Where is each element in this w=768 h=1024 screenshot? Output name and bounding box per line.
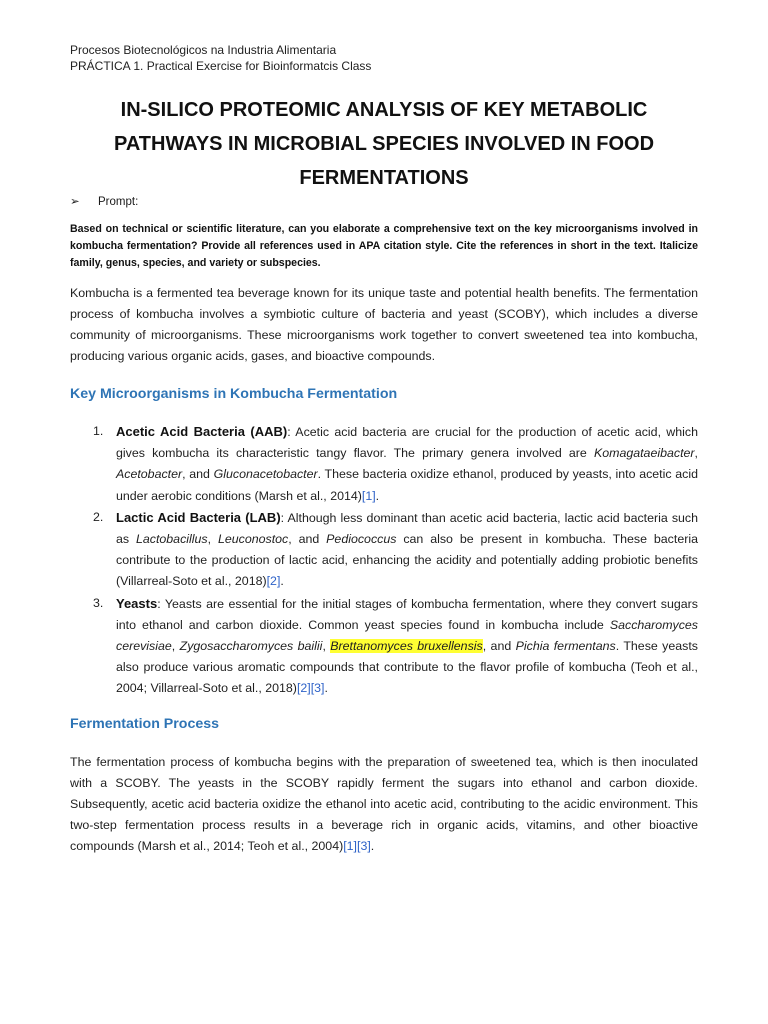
list-text: . <box>324 681 328 696</box>
list-item-lab <box>70 507 698 593</box>
prompt-label: Prompt: <box>98 196 139 208</box>
list-text: : Yeasts are essential for the initial stages of kombucha fermentation, where they convert sugars into ethanol and carbon dioxide. Common yeast species found in kombucha include <box>116 596 698 632</box>
species-name: Saccharomyces cerevisiae <box>116 617 698 654</box>
course-header: Procesos Biotecnológicos na Industria Alimentaria <box>70 43 337 57</box>
section-heading-fermentation-process: Fermentation Process <box>70 716 220 732</box>
list-text: . These bacteria oxidize ethanol, produced by yeasts, into acetic acid under aerobic conditions (Marsh et al., 2014) <box>116 467 698 503</box>
reference-link[interactable]: [2] <box>266 574 281 589</box>
genus-name: Lactobacillus <box>135 532 208 547</box>
list-text: , and <box>288 532 327 547</box>
list-text: . These yeasts also produce various aromatic compounds that contribute to the flavor profile of kombucha (Teoh et al., 2004; Villarreal-Soto et al., 2018) <box>116 639 698 696</box>
genus-name: Pediococcus <box>326 532 397 547</box>
list-text: , and <box>182 467 214 482</box>
reference-link[interactable]: [3] <box>357 839 371 853</box>
title-line-1: IN-SILICO PROTEOMIC ANALYSIS OF KEY METABOLIC <box>120 99 648 121</box>
species-name: Pichia fermentans <box>515 639 616 654</box>
species-name: Zygosaccharomyces bailii <box>179 639 323 654</box>
practice-header: PRÁCTICA 1. Practical Exercise for Bioinformatcis Class <box>70 59 372 73</box>
document-title <box>70 93 698 195</box>
reference-link[interactable]: [2] <box>296 681 311 696</box>
prompt-label-row <box>70 195 138 209</box>
list-item-aab <box>70 421 698 507</box>
arrow-bullet-icon: ➢ <box>70 196 80 208</box>
section-heading-key-microorganisms: Key Microorganisms in Kombucha Fermentation <box>70 386 398 402</box>
highlighted-species-name: Brettanomyces bruxellensis <box>330 639 483 654</box>
list-item-yeasts <box>70 593 698 700</box>
list-term: Yeasts <box>116 595 158 611</box>
list-number: 3. <box>93 595 104 610</box>
intro-paragraph: Kombucha is a fermented tea beverage known for its unique taste and potential health benefits. The fermentation process of kombucha involves a symbiotic culture of bacteria and yeast (SCOBY), which includes a diverse community of microorganisms. These microorganisms work together to convert sweetened tea into kombucha, producing various organic acids, gases, and bioactive compounds. <box>70 286 698 363</box>
genus-name: Leuconostoc <box>217 532 289 547</box>
fermentation-paragraph <box>70 752 698 857</box>
list-text: . <box>375 488 380 503</box>
microorganism-list <box>70 421 698 700</box>
list-text: can also be present in kombucha. These bacteria contribute to the production of lactic acid, enhancing the acidity and potentially adding probiotic benefits (Villarreal-Soto et al., 2018) <box>116 532 698 589</box>
genus-name: Gluconacetobacter <box>213 467 318 482</box>
list-term: Acetic Acid Bacteria (AAB) <box>116 424 288 439</box>
prompt-text: Based on technical or scientific literature, can you elaborate a comprehensive text on the key microorganisms involved in kombucha fermentation? Provide all references used in APA citation style. Cite the references in short in the text. Italicize family, genus, species, and variety or subspecies. <box>70 223 698 269</box>
reference-link[interactable]: [1] <box>361 488 376 503</box>
reference-link[interactable]: [1] <box>343 839 357 853</box>
genus-name: Komagataeibacter <box>593 446 695 461</box>
list-text: , <box>171 639 180 654</box>
list-text: . <box>280 574 284 589</box>
title-line-2: PATHWAYS IN MICROBIAL SPECIES INVOLVED IN FOOD <box>113 133 655 155</box>
title-line-3: FERMENTATIONS <box>299 167 469 189</box>
list-text: , and <box>482 639 516 654</box>
list-text: , <box>694 446 698 461</box>
list-number: 2. <box>93 509 104 524</box>
list-text: , <box>322 639 331 654</box>
list-text: : Although less dominant than acetic acid bacteria, lactic acid bacteria such as <box>116 510 699 547</box>
list-text: , <box>207 532 218 547</box>
paragraph-text: The fermentation process of kombucha begins with the preparation of sweetened tea, which is then inoculated with a SCOBY. The yeasts in the SCOBY rapidly ferment the sugars into ethanol and carbon dioxide. Subsequently, acetic acid bacteria oxidize the ethanol into acetic acid, contributing to the acidic environment. This two-step fermentation process results in a beverage rich in organic acids, vitamins, and other bioactive compounds (Marsh et al., 2014; Teoh et al., 2004) <box>70 755 698 853</box>
genus-name: Acetobacter <box>116 467 183 482</box>
list-term: Lactic Acid Bacteria (LAB) <box>116 509 281 525</box>
list-text: : Acetic acid bacteria are crucial for the production of acetic acid, which gives kombucha its characteristic tangy flavor. The primary genera involved are <box>116 425 698 461</box>
paragraph-end: . <box>370 839 375 853</box>
list-number: 1. <box>93 424 104 438</box>
reference-link[interactable]: [3] <box>310 681 325 696</box>
